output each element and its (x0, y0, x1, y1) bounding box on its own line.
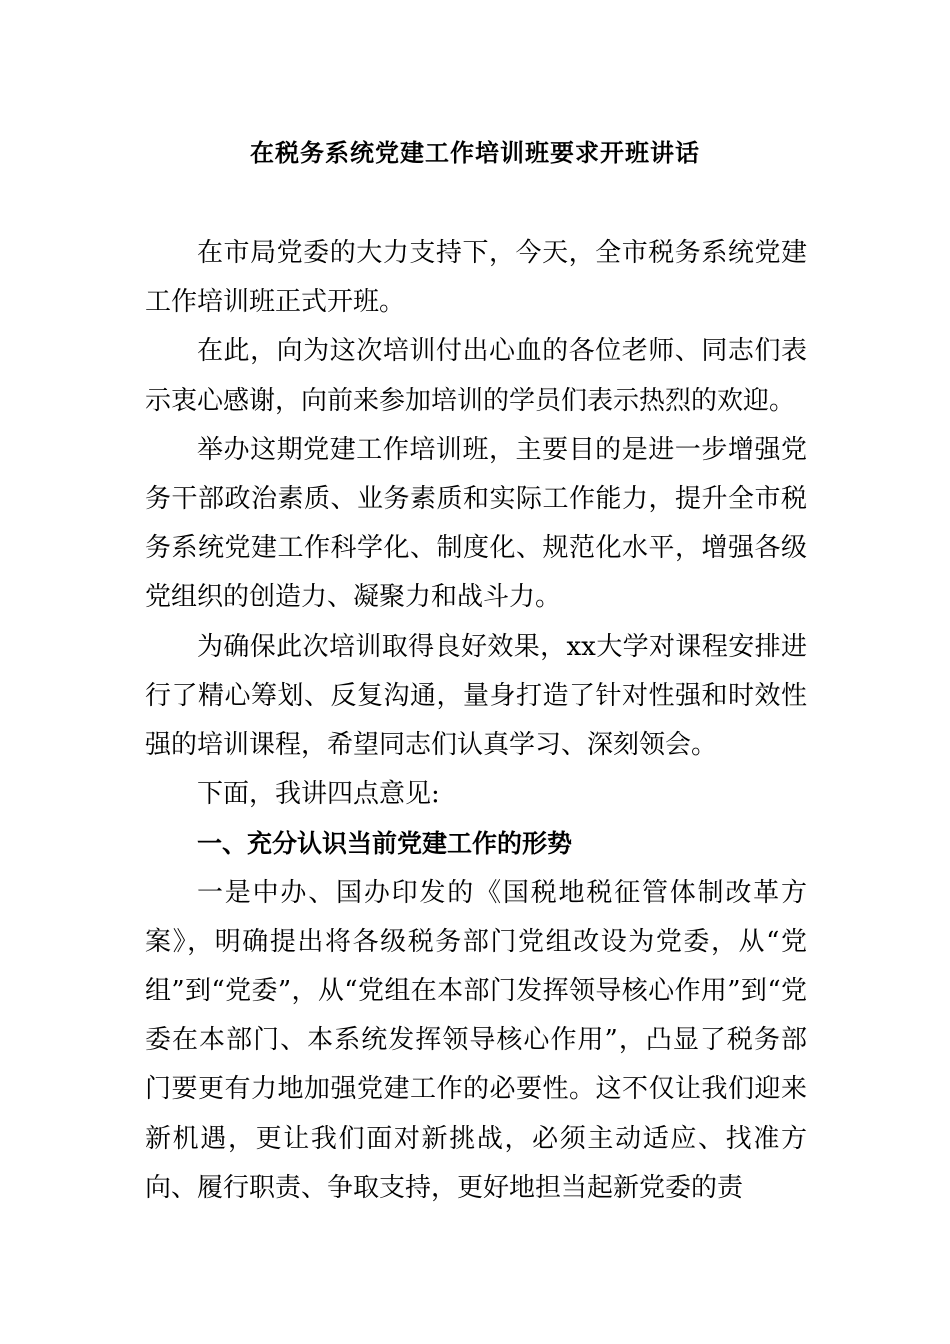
document-title: 在税务系统党建工作培训班要求开班讲话 (250, 139, 700, 167)
paragraph-section-one: 一是中办、国办印发的《国税地税征管体制改革方案》，明确提出将各级税务部门党组改设为党委，从“党组”到“党委”，从“党组在本部门发挥领导核心作用”到“党委在本部门、本系统发挥领导核心作用”，凸显了税务部门要更有力地加强党建工作的必要性。这不仅让我们迎来新机遇，更让我们面对新挑战，必须主动适应、找准方向、履行职责、争取支持，更好地担当起新党委的责 (145, 877, 807, 1203)
paragraph-purpose: 举办这期党建工作培训班，主要目的是进一步增强党务干部政治素质、业务素质和实际工作能力，提升全市税务系统党建工作科学化、制度化、规范化水平，增强各级党组织的创造力、凝聚力和战斗力。 (145, 434, 807, 613)
paragraph-intro-points: 下面，我讲四点意见: (197, 779, 440, 810)
paragraph-course: 为确保此次培训取得良好效果，xx大学对课程安排进行了精心筹划、反复沟通，量身打造了针对性强和时效性强的培训课程，希望同志们认真学习、深刻领会。 (145, 631, 807, 761)
paragraph-opening: 在市局党委的大力支持下，今天，全市税务系统党建工作培训班正式开班。 (145, 238, 807, 318)
document-body (145, 229, 807, 1213)
section-heading-one: 一、充分认识当前党建工作的形势 (197, 829, 573, 859)
paragraph-thanks: 在此，向为这次培训付出心血的各位老师、同志们表示衷心感谢，向前来参加培训的学员们表示热烈的欢迎。 (145, 336, 807, 416)
